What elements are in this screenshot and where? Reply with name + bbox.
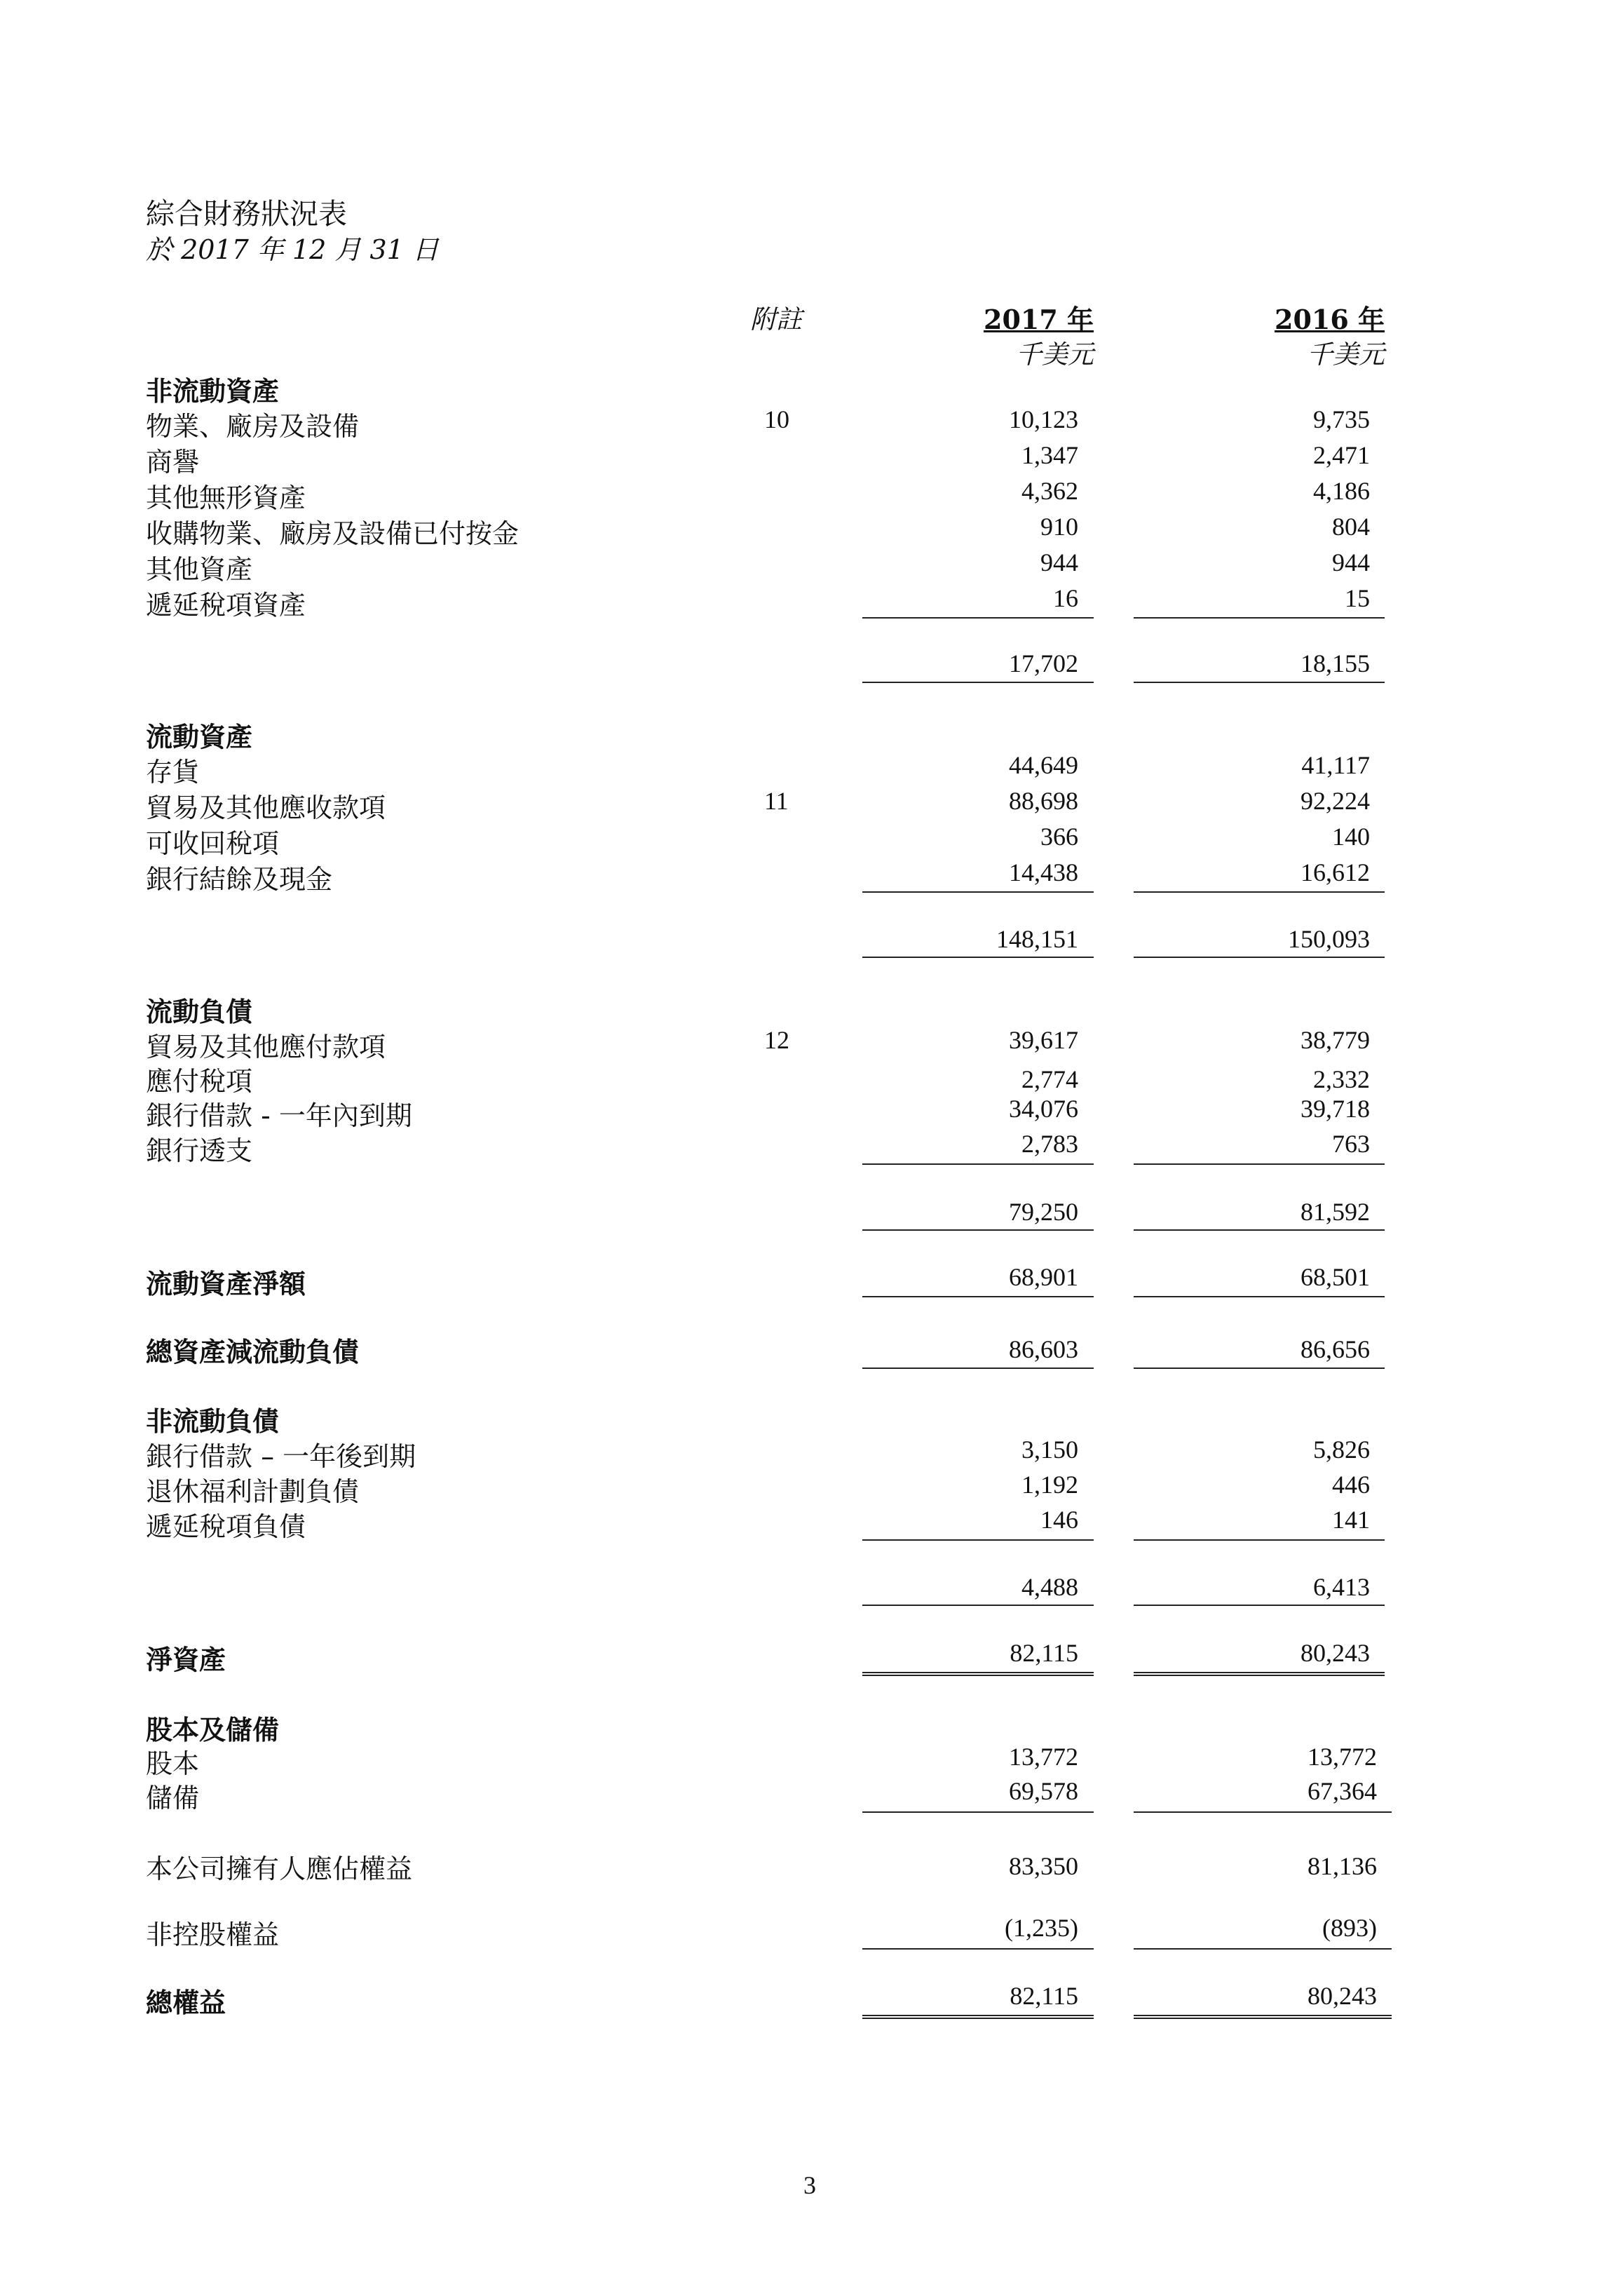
subtotal-rule <box>862 1163 1094 1165</box>
subtotal-rule <box>862 891 1094 893</box>
subtotal-2017: 148,151 <box>996 925 1078 953</box>
subtotal-rule <box>1134 1296 1385 1297</box>
nci-2016: (893) <box>1322 1914 1377 1942</box>
row-label: 商譽 <box>146 447 200 478</box>
row-label: 銀行借款 - 一年內到期 <box>146 1100 412 1131</box>
subtotal-rule <box>862 682 1094 683</box>
value-2016: 9,735 <box>1313 405 1370 433</box>
value-2017: 366 <box>1040 823 1078 851</box>
net-current-assets-label: 流動資產淨額 <box>146 1269 306 1299</box>
subtotal-rule <box>1134 891 1385 893</box>
value-2016: 13,772 <box>1308 1743 1377 1771</box>
value-2017: 2,774 <box>1021 1065 1078 1093</box>
subtotal-rule <box>862 617 1094 619</box>
subtotal-rule <box>862 1296 1094 1297</box>
net-assets-2017: 82,115 <box>1010 1639 1078 1667</box>
value-2017: 44,649 <box>1009 751 1078 779</box>
subtotal-rule <box>862 957 1094 958</box>
section-heading-non-current-assets: 非流動資產 <box>146 376 280 407</box>
subtotal-rule <box>1134 1539 1385 1541</box>
value-2016: 2,332 <box>1313 1065 1370 1093</box>
subtotal-rule <box>862 1539 1094 1541</box>
value-2016: 5,826 <box>1313 1436 1370 1464</box>
row-label: 銀行透支 <box>146 1135 253 1166</box>
value-2016: 16,612 <box>1301 858 1370 886</box>
row-label: 遞延稅項資產 <box>146 590 306 621</box>
subtotal-rule <box>862 1605 1094 1606</box>
row-note: 12 <box>764 1026 789 1054</box>
subtotal-rule <box>862 1948 1094 1950</box>
value-2016: 39,718 <box>1301 1095 1370 1123</box>
value-2016: 804 <box>1332 513 1370 541</box>
row-label: 其他無形資產 <box>146 482 306 513</box>
subtotal-2016: 18,155 <box>1301 649 1370 677</box>
total-assets-less-cl-2016: 86,656 <box>1301 1335 1370 1363</box>
total-assets-less-cl-2017: 86,603 <box>1009 1335 1078 1363</box>
subtotal-rule <box>1134 1368 1385 1369</box>
equity-owners-2017: 83,350 <box>1009 1852 1078 1880</box>
row-label: 儲備 <box>146 1783 200 1814</box>
row-label: 遞延稅項負債 <box>146 1511 306 1542</box>
row-label: 銀行借款 – 一年後到期 <box>146 1441 416 1472</box>
value-2016: 763 <box>1332 1130 1370 1158</box>
nci-2017: (1,235) <box>1005 1914 1078 1942</box>
value-2016: 2,471 <box>1313 441 1370 469</box>
row-label: 貿易及其他應收款項 <box>146 792 386 823</box>
value-2016: 141 <box>1332 1506 1370 1534</box>
value-2017: 39,617 <box>1009 1026 1078 1054</box>
total-assets-less-cl-label: 總資產減流動負債 <box>146 1337 360 1368</box>
subtotal-rule <box>1134 1163 1385 1165</box>
section-heading-current-assets: 流動資產 <box>146 722 253 752</box>
row-label: 物業、廠房及設備 <box>146 411 360 442</box>
subtotal-rule <box>1134 1948 1392 1950</box>
row-label: 股本 <box>146 1748 200 1779</box>
section-heading-non-current-liabilities: 非流動負債 <box>146 1406 280 1437</box>
page-subtitle: 於 2017 年 12 月 31 日 <box>146 234 439 265</box>
row-label: 應付稅項 <box>146 1066 253 1097</box>
value-2017: 13,772 <box>1009 1743 1078 1771</box>
subtotal-rule <box>1134 957 1385 958</box>
value-2016: 67,364 <box>1308 1777 1377 1805</box>
year-2016-header: 2016 年 <box>1275 304 1385 335</box>
row-label: 貿易及其他應付款項 <box>146 1032 386 1062</box>
note-column-header: 附註 <box>750 304 802 335</box>
section-heading-current-liabilities: 流動負債 <box>146 997 253 1027</box>
subtotal-2017: 79,250 <box>1009 1198 1078 1226</box>
page-number: 3 <box>803 2171 816 2199</box>
net-assets-label: 淨資產 <box>146 1645 226 1675</box>
subtotal-rule <box>1134 1605 1385 1606</box>
total-double-rule <box>862 1672 1094 1676</box>
value-2017: 69,578 <box>1009 1777 1078 1805</box>
value-2016: 140 <box>1332 823 1370 851</box>
value-2017: 88,698 <box>1009 787 1078 815</box>
subtotal-2016: 150,093 <box>1288 925 1370 953</box>
value-2016: 38,779 <box>1301 1026 1370 1054</box>
total-double-rule <box>862 2015 1094 2019</box>
net-assets-2016: 80,243 <box>1301 1639 1370 1667</box>
value-2016: 15 <box>1345 584 1370 612</box>
value-2016: 4,186 <box>1313 477 1370 505</box>
row-note: 11 <box>764 787 789 815</box>
total-double-rule <box>1134 2015 1392 2019</box>
value-2016: 446 <box>1332 1471 1370 1499</box>
row-label: 可收回稅項 <box>146 828 280 859</box>
subtotal-2016: 6,413 <box>1313 1573 1370 1601</box>
total-double-rule <box>1134 1672 1385 1676</box>
value-2017: 1,192 <box>1021 1471 1078 1499</box>
equity-owners-2016: 81,136 <box>1308 1852 1377 1880</box>
row-label: 退休福利計劃負債 <box>146 1476 360 1507</box>
net-current-assets-2016: 68,501 <box>1301 1263 1370 1291</box>
row-label: 其他資產 <box>146 554 253 585</box>
total-equity-2016: 80,243 <box>1308 1982 1377 2010</box>
unit-2016-header: 千美元 <box>1307 339 1385 370</box>
subtotal-rule <box>862 1368 1094 1369</box>
net-current-assets-2017: 68,901 <box>1009 1263 1078 1291</box>
value-2017: 14,438 <box>1009 858 1078 886</box>
subtotal-rule <box>1134 1229 1385 1231</box>
value-2016: 41,117 <box>1301 751 1370 779</box>
value-2017: 944 <box>1040 548 1078 576</box>
section-heading-capital-reserves: 股本及儲備 <box>146 1715 280 1745</box>
year-2017-header: 2017 年 <box>984 304 1094 335</box>
row-label: 收購物業、廠房及設備已付按金 <box>146 518 520 549</box>
subtotal-rule <box>862 1229 1094 1231</box>
subtotal-2017: 4,488 <box>1021 1573 1078 1601</box>
page-title: 綜合財務狀況表 <box>146 197 347 231</box>
row-label: 存貨 <box>146 757 200 788</box>
value-2016: 92,224 <box>1301 787 1370 815</box>
value-2017: 146 <box>1040 1506 1078 1534</box>
value-2017: 10,123 <box>1009 405 1078 433</box>
value-2017: 16 <box>1053 584 1078 612</box>
unit-2017-header: 千美元 <box>1016 339 1094 370</box>
value-2017: 2,783 <box>1021 1130 1078 1158</box>
value-2017: 34,076 <box>1009 1095 1078 1123</box>
total-equity-2017: 82,115 <box>1010 1982 1078 2010</box>
subtotal-2016: 81,592 <box>1301 1198 1370 1226</box>
subtotal-rule <box>1134 682 1385 683</box>
value-2017: 1,347 <box>1021 441 1078 469</box>
value-2017: 4,362 <box>1021 477 1078 505</box>
subtotal-rule <box>1134 617 1385 619</box>
value-2016: 944 <box>1332 548 1370 576</box>
subtotal-2017: 17,702 <box>1009 649 1078 677</box>
nci-label: 非控股權益 <box>146 1919 280 1950</box>
value-2017: 910 <box>1040 513 1078 541</box>
equity-owners-label: 本公司擁有人應佔權益 <box>146 1853 413 1884</box>
subtotal-rule <box>862 1811 1094 1813</box>
subtotal-rule <box>1134 1811 1392 1813</box>
value-2017: 3,150 <box>1021 1436 1078 1464</box>
row-note: 10 <box>764 405 789 433</box>
row-label: 銀行結餘及現金 <box>146 864 333 895</box>
total-equity-label: 總權益 <box>146 1987 226 2018</box>
